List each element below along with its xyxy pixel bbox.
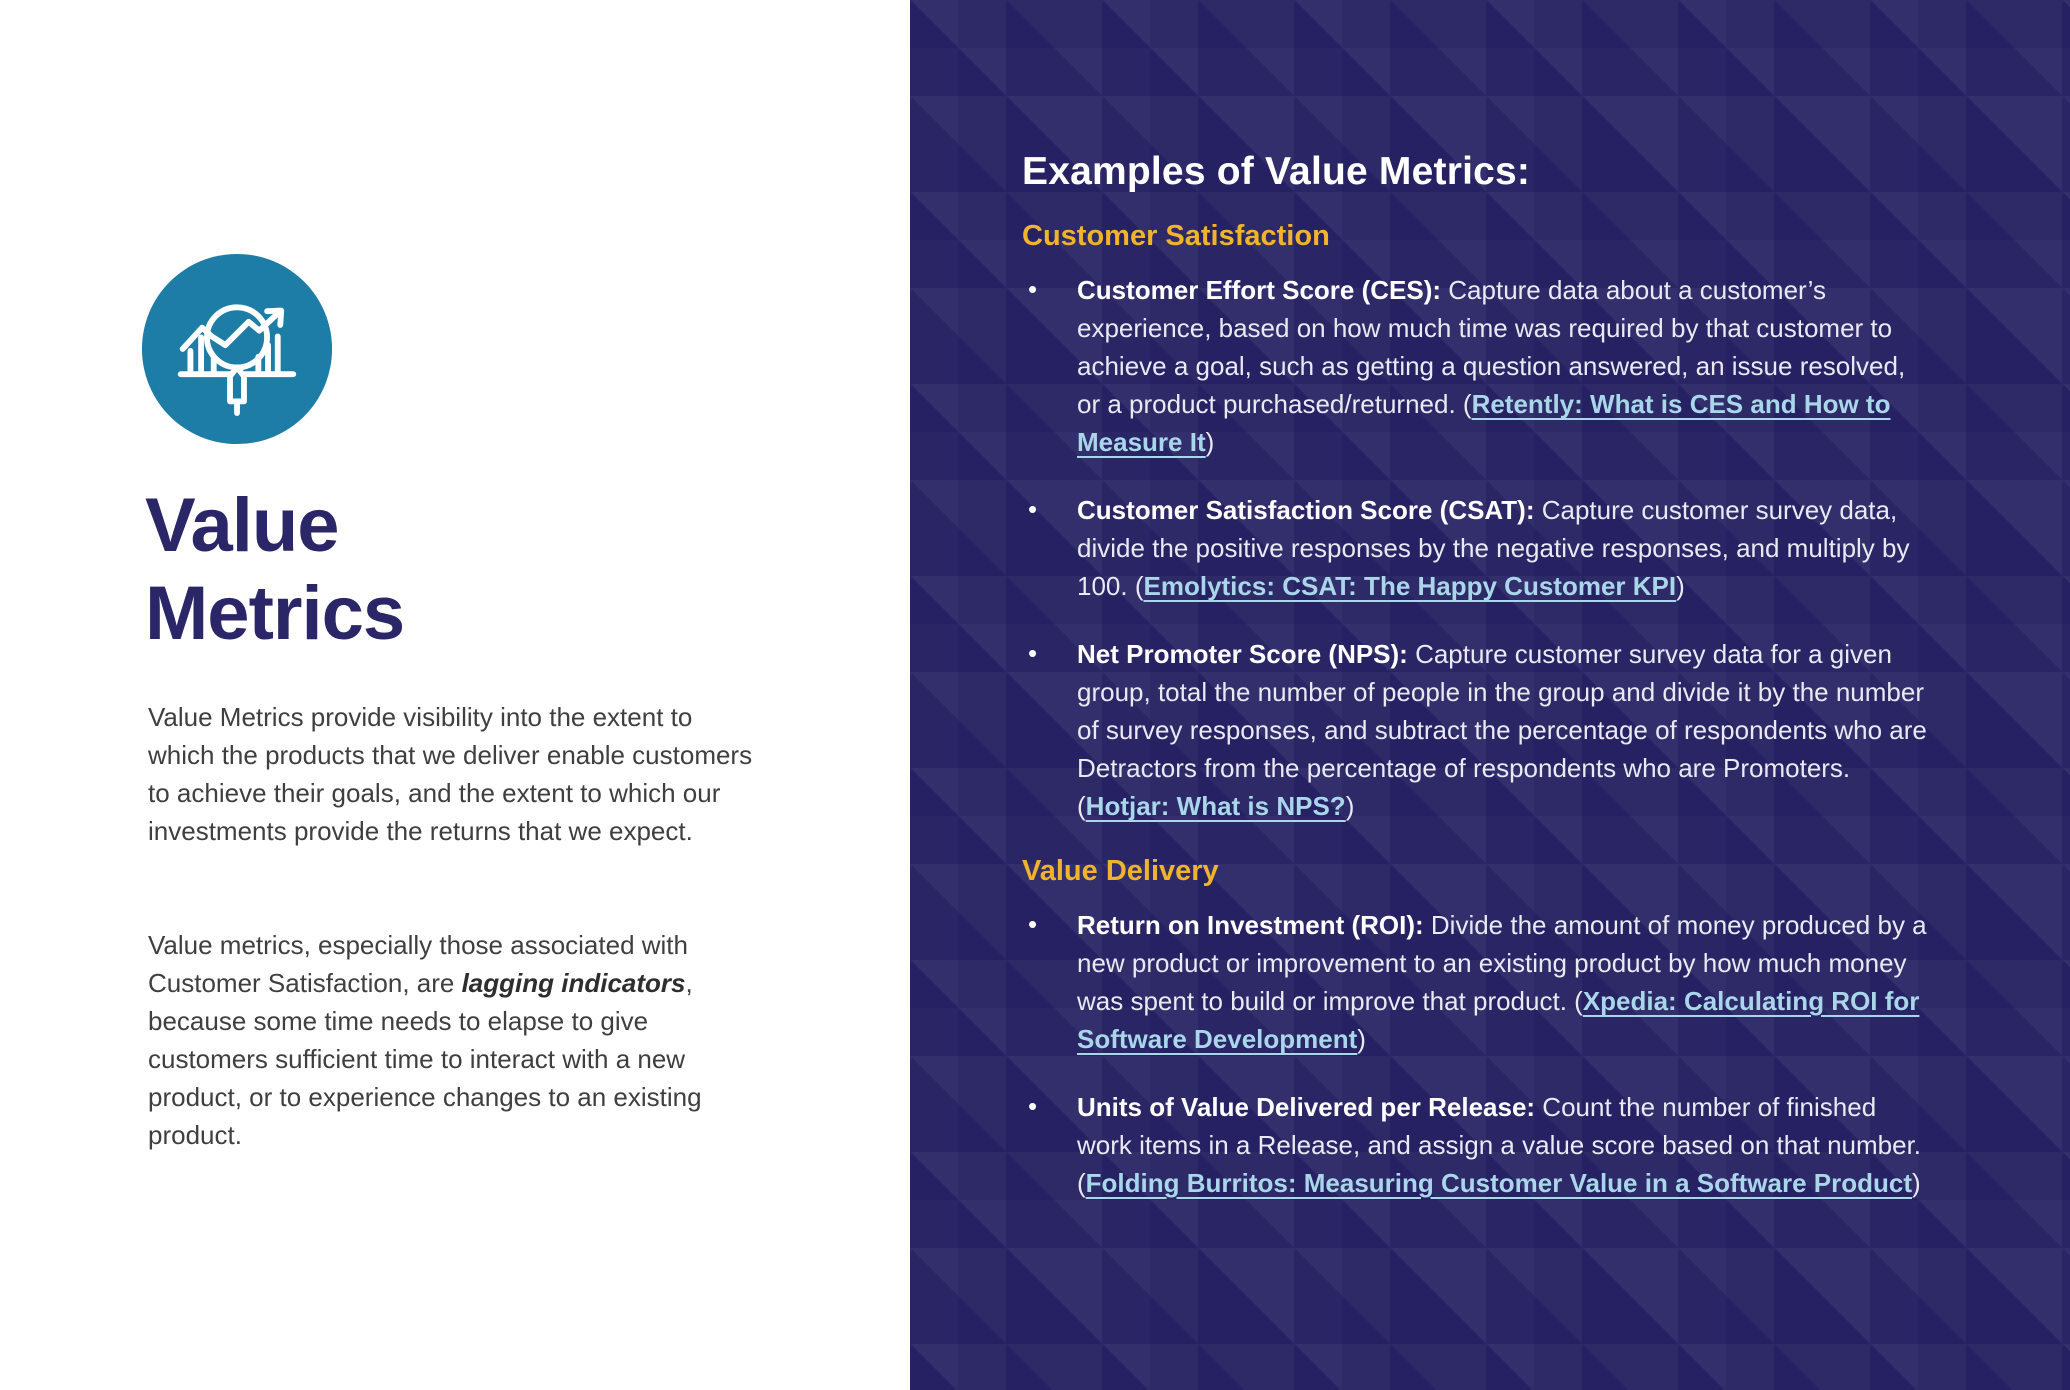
metric-lead-csat: Customer Satisfaction Score (CSAT):: [1077, 495, 1535, 525]
lagging-indicators-emphasis: lagging indicators: [461, 968, 686, 998]
bullet-dot: •: [1028, 1091, 1038, 1121]
examples-heading: Examples of Value Metrics:: [1022, 150, 1531, 193]
page-title-line2: Metrics: [145, 571, 405, 656]
bullet-dot: •: [1028, 909, 1038, 939]
list-item-roi: [1022, 906, 1932, 1058]
metric-lead-units-of-value: Units of Value Delivered per Release:: [1077, 1092, 1536, 1122]
bullet-dot: •: [1028, 494, 1038, 524]
customer-satisfaction-list: [1022, 271, 1982, 825]
chart-magnifier-icon: [140, 252, 334, 446]
metric-lead-nps: Net Promoter Score (NPS):: [1077, 639, 1408, 669]
metric-link-close-paren: ): [1357, 1024, 1366, 1054]
metric-description-nps: Capture customer survey data for a given group, total the number of people in the group and divide it by the number of survey responses, and subtract the percentage of respondents who are Detractors from the percentage of respondents who are Promoters. (: [1077, 639, 1927, 821]
bullet-dot: •: [1028, 274, 1038, 304]
page-title: [145, 482, 404, 658]
metric-lead-roi: Return on Investment (ROI):: [1077, 910, 1424, 940]
metric-description-csat: Capture customer survey data, divide the positive responses by the negative responses, and multiply by 100. (: [1077, 495, 1910, 601]
list-item-ces: [1022, 271, 1932, 461]
metric-link-retently[interactable]: Retently: What is CES and How to Measure It: [1077, 389, 1891, 457]
section-title-value-delivery: Value Delivery: [1022, 855, 1219, 887]
metric-description-units-of-value: Count the number of finished work items in a Release, and assign a value score based on that number. (: [1077, 1092, 1922, 1198]
bullet-dot: •: [1028, 638, 1038, 668]
metric-description-roi: Divide the amount of money produced by a new product or improvement to an existing product by how much money was spent to build or improve that product. (: [1077, 910, 1927, 1016]
metric-link-close-paren: ): [1912, 1168, 1921, 1198]
context-paragraph-pre: Value metrics, especially those associated with Customer Satisfaction, are: [148, 930, 688, 998]
metric-link-hotjar[interactable]: Hotjar: What is NPS?: [1085, 791, 1346, 821]
context-paragraph: [148, 926, 770, 1154]
intro-paragraph: Value Metrics provide visibility into the extent to which the products that we deliver enable customers to achieve their goals, and the extent to which our investments provide the returns that we expect.: [148, 702, 753, 846]
value-delivery-list: [1022, 906, 1982, 1202]
left-panel: [0, 0, 910, 1390]
metric-link-folding-burritos[interactable]: Folding Burritos: Measuring Customer Value in a Software Product: [1085, 1168, 1912, 1198]
metric-link-close-paren: ): [1205, 427, 1215, 457]
metric-link-close-paren: ): [1345, 791, 1355, 821]
metric-link-xpedia[interactable]: Xpedia: Calculating ROI for Software Development: [1077, 986, 1920, 1054]
examples-content: [910, 0, 2070, 1202]
metric-lead-ces: Customer Effort Score (CES):: [1077, 275, 1442, 305]
context-paragraph-post: , because some time needs to elapse to give customers sufficient time to interact with a new product, or to experience changes to an existing product.: [148, 968, 702, 1150]
metric-link-emolytics[interactable]: Emolytics: CSAT: The Happy Customer KPI: [1143, 571, 1677, 601]
metric-link-close-paren: ): [1676, 571, 1685, 601]
list-item-csat: [1022, 491, 1932, 605]
metric-description-ces: Capture data about a customer’s experience, based on how much time was required by that customer to achieve a goal, such as getting a question answered, an issue resolved, or a product purchased/returned. (: [1077, 275, 1906, 419]
section-title-customer-satisfaction: Customer Satisfaction: [1022, 220, 1330, 252]
list-item-units-of-value: [1022, 1088, 1932, 1202]
list-item-nps: [1022, 635, 1932, 825]
right-panel: [910, 0, 2070, 1390]
page-title-line1: Value: [145, 483, 339, 568]
